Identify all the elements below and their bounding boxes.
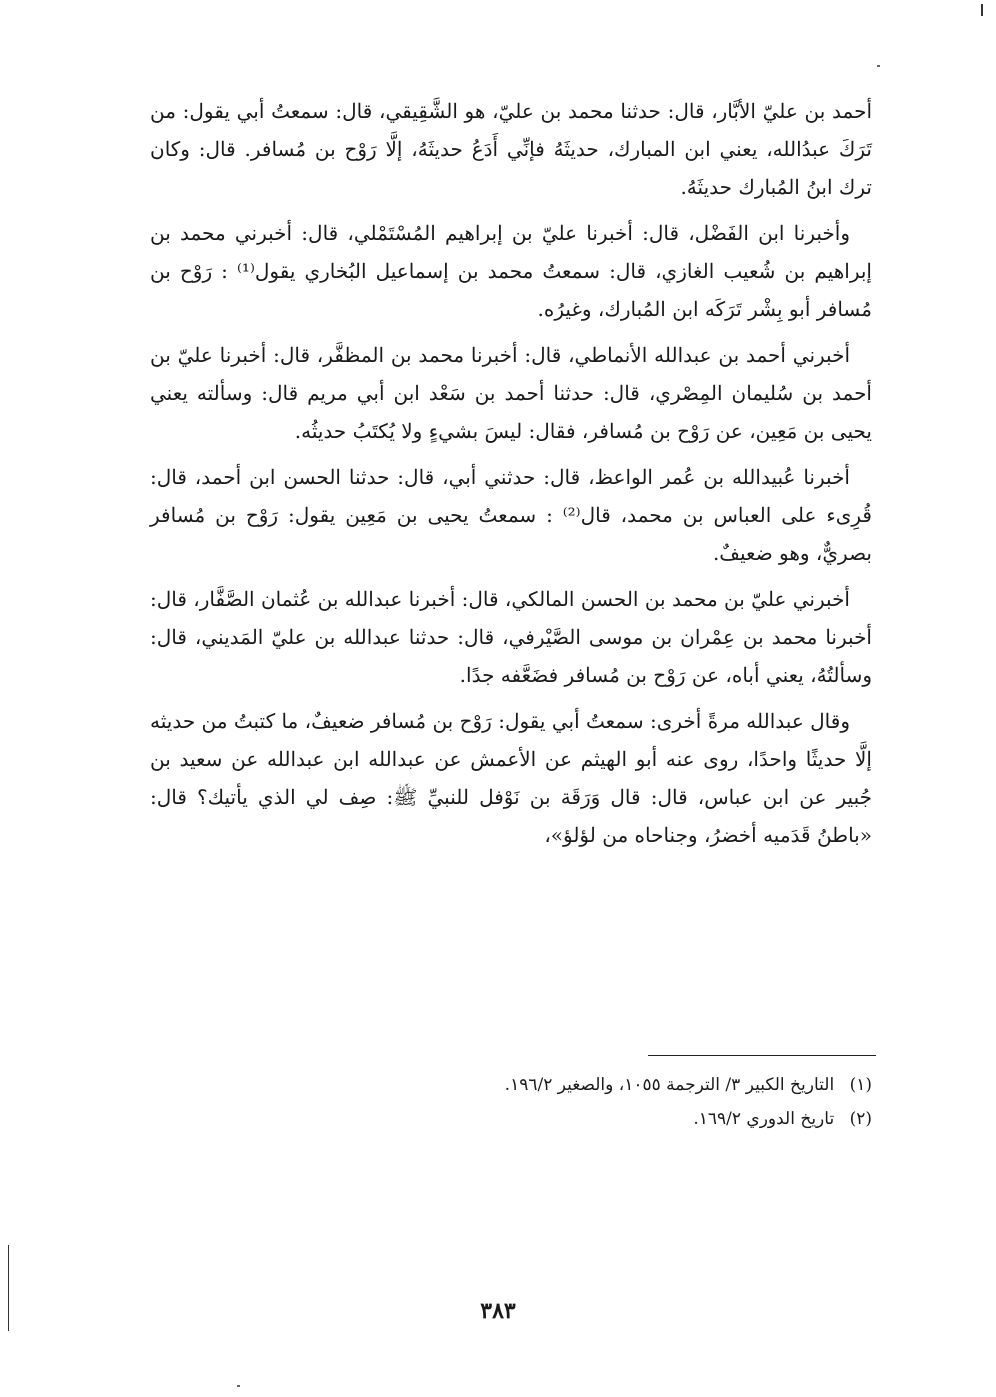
footnote-text: تاريخ الدوري ١٦٩/٢. <box>693 1109 835 1129</box>
scan-speck <box>877 65 880 67</box>
paragraph: وقال عبدالله مرةً أخرى: سمعتُ أبي يقول: رَوْح بن مُسافر ضعيفٌ، ما كتبتُ من حديثه إلَّا حديثًا واحدًا، روى عنه أبو الهيثم عن الأعمش عن عبدالله ابن عبدالله عن سعيد بن جُبير عن ابن عباس، قال: قال وَرَقَة بن نَوْفل للنبيِّ ﷺ: صِف لي الذي يأتيك؟ قال: «باطنُ قَدَميه أخضرُ، وجناحاه من لؤلؤ»، <box>150 709 872 847</box>
paragraph: أحمد بن عليّ الأبَّار، قال: حدثنا محمد بن عليّ، هو الشَّقِيقي، قال: سمعتُ أبي يقول: من تَرَكَ عبدُالله، يعني ابن المبارك، حديثَهُ فإنِّي أَدَعُ حديثَهُ، إلَّا رَوْح بن مُسافر. قال: وكان ترك ابنُ المُبارك حديثَهُ. <box>150 99 872 199</box>
footnote <box>150 1102 872 1136</box>
scan-speck <box>237 1385 240 1387</box>
main-text <box>150 92 872 862</box>
footnote-text: التاريخ الكبير ٣/ الترجمة ١٠٥٥، والصغير ١٩٦/٢. <box>504 1075 835 1095</box>
footnote-number: (٢) <box>849 1109 872 1129</box>
footnote <box>150 1068 872 1102</box>
footnote-divider <box>648 1055 876 1056</box>
paragraph: أخبرني عليّ بن محمد بن الحسن المالكي، قال: أخبرنا عبدالله بن عُثمان الصَّفَّار، قال: أخبرنا محمد بن عِمْران بن موسى الصَّيْرفي، قال: حدثنا عبدالله بن عليّ المَديني، قال: وسألتُهُ، يعني أباه، عن رَوْح بن مُسافر فضَعَّفه جدًا. <box>150 587 872 687</box>
footnotes <box>150 1068 872 1136</box>
scan-edge-mark <box>981 4 983 16</box>
paragraph: أخبرنا عُبيدالله بن عُمر الواعظ، قال: حدثني أبي، قال: حدثنا الحسن ابن أحمد، قال: قُرِىء على العباس بن محمد، قال⁽²⁾ : سمعتُ يحيى بن مَعِين يقول: رَوْح بن مُسافر بصريٌّ، وهو ضعيفٌ. <box>150 465 872 565</box>
page-number: ٣٨٣ <box>480 1298 516 1324</box>
paragraph: أخبرني أحمد بن عبدالله الأنماطي، قال: أخبرنا محمد بن المظفَّر، قال: أخبرنا عليّ بن أحمد بن سُليمان المِصْري، قال: حدثنا أحمد بن سَعْد ابن أبي مريم قال: وسألته يعني يحيى بن مَعِين، عن رَوْح بن مُسافر، فقال: ليسَ بشيءٍ ولا يُكتَبُ حديثُه. <box>150 343 872 443</box>
paragraph: وأخبرنا ابن الفَضْل، قال: أخبرنا عليّ بن إبراهيم المُسْتَمْلي، قال: أخبرني محمد بن إبراهيم بن شُعيب الغازي، قال: سمعتُ محمد بن إسماعيل البُخاري يقول⁽¹⁾ : رَوْح بن مُسافر أبو بِشْر تَرَكَه ابن المُبارك، وغيرُه. <box>150 221 872 321</box>
footnote-number: (١) <box>849 1075 872 1095</box>
